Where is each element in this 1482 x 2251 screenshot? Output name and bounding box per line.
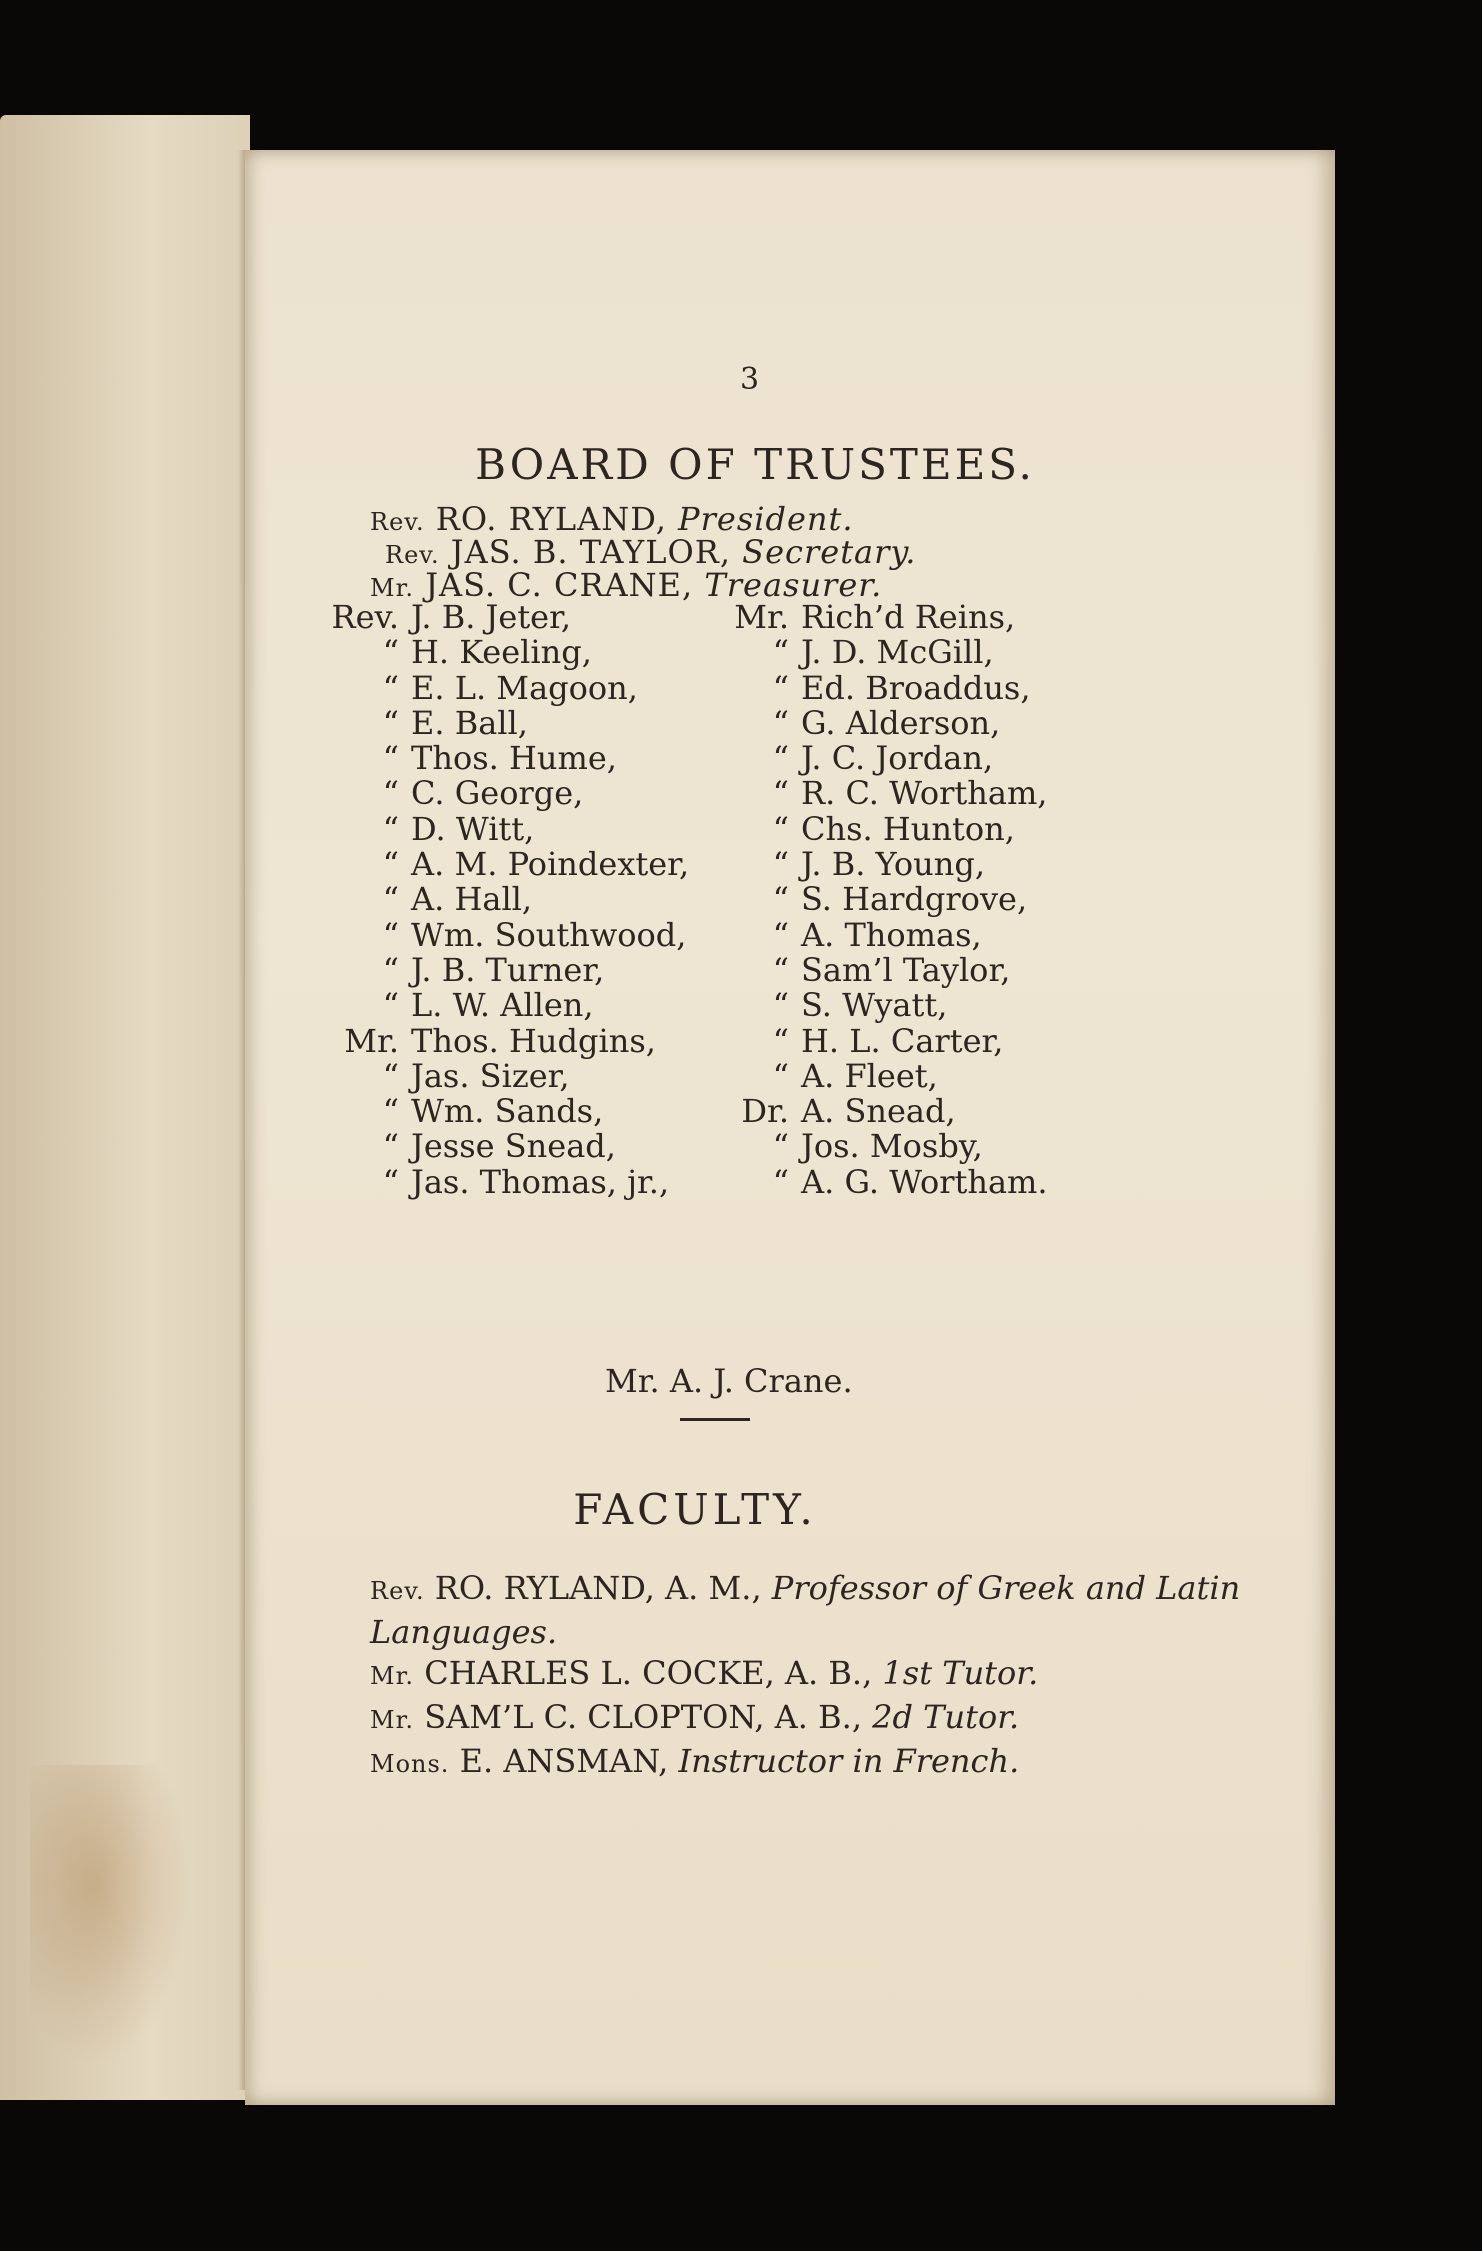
trustee-title: “ [382, 668, 399, 707]
trustee-row [325, 776, 689, 811]
trustee-row [715, 776, 1048, 811]
trustee-title: “ [772, 845, 789, 884]
trustee-name: G. Alderson, [801, 703, 1001, 742]
trustee-name: Thos. Hudgins, [411, 1021, 656, 1060]
trustee-row [325, 703, 689, 742]
trustee-row [715, 741, 1048, 776]
trustee-name: J. C. Jordan, [801, 739, 994, 778]
trustee-title: “ [382, 809, 399, 848]
trustee-title: Mr. [734, 598, 789, 636]
trustee-title: “ [382, 703, 399, 742]
trustee-name: Jos. Mosby, [801, 1127, 983, 1166]
trustee-title: “ [382, 950, 399, 989]
trustee-title: Mr. [344, 1021, 399, 1060]
trustee-name: E. L. Magoon, [411, 668, 638, 707]
trustee-title: “ [382, 739, 399, 778]
trustee-title: “ [382, 1162, 399, 1201]
trustee-row [325, 741, 689, 776]
faculty-role: Professor of Greek and Latin Languages. [370, 1569, 1241, 1651]
trustee-name: J. B. Young, [801, 845, 986, 884]
trustee-title: “ [382, 774, 399, 813]
trustee-row [325, 882, 689, 917]
trustee-name: Rich’d Reins, [801, 598, 1016, 636]
trustee-title: “ [382, 1092, 399, 1131]
trustee-row [715, 703, 1048, 742]
trustee-row [715, 1129, 1048, 1164]
trustee-name: C. George, [411, 774, 584, 813]
faculty-list [330, 1568, 1290, 1785]
trustee-row [715, 668, 1048, 707]
trustee-title: “ [772, 1056, 789, 1095]
right-page [245, 150, 1335, 2105]
trustee-title: “ [772, 1162, 789, 1201]
officer-prefix: Rev. [370, 508, 425, 536]
trustee-row [325, 847, 689, 882]
trustee-title: “ [382, 880, 399, 919]
trustee-name: Sam’l Taylor, [801, 950, 1011, 989]
officer-role: Treasurer. [704, 566, 883, 604]
faculty-prefix: Mons. [370, 1750, 450, 1778]
trustees-left-column [325, 600, 689, 1200]
trustee-row [325, 1094, 689, 1129]
trustee-name: A. Fleet, [801, 1056, 938, 1095]
trustee-name: S. Hardgrove, [801, 880, 1028, 919]
trustee-title: “ [772, 1127, 789, 1166]
trustee-name: Thos. Hume, [411, 739, 617, 778]
trustee-row [715, 847, 1048, 882]
faculty-entry [330, 1697, 1290, 1741]
left-page [0, 115, 250, 2100]
trustee-title: Dr. [741, 1092, 789, 1131]
trustee-row [715, 1094, 1048, 1129]
faculty-prefix: Mr. [370, 1662, 415, 1690]
trustee-name: A. M. Poindexter, [411, 845, 690, 884]
faculty-role: 2d Tutor. [872, 1698, 1020, 1736]
trustee-title: “ [772, 703, 789, 742]
trustee-name: A. G. Wortham. [801, 1162, 1048, 1201]
trustee-row [325, 1056, 689, 1095]
faculty-role: 1st Tutor. [882, 1654, 1039, 1692]
trustee-row [715, 809, 1048, 848]
trustee-title: “ [772, 880, 789, 919]
trustee-title: “ [772, 633, 789, 672]
trustee-name: Jesse Snead, [411, 1127, 616, 1166]
trustee-name: D. Witt, [411, 809, 535, 848]
trustee-row [715, 882, 1048, 917]
officer-role: Secretary. [742, 533, 917, 571]
trustee-row [325, 950, 689, 989]
faculty-heading: FACULTY. [573, 1485, 817, 1534]
trustee-name: A. Thomas, [801, 915, 982, 954]
trustee-title: “ [772, 1021, 789, 1060]
faculty-entry [330, 1568, 1290, 1653]
trustee-name: H. Keeling, [411, 633, 592, 672]
trustee-row [715, 600, 1048, 635]
trustee-title: “ [772, 950, 789, 989]
trustee-title: “ [382, 915, 399, 954]
officer-name: JAS. C. CRANE, [425, 566, 694, 604]
officer-name: RO. RYLAND, [435, 500, 667, 538]
faculty-name: RO. RYLAND, A. M., [434, 1569, 762, 1607]
trustee-name: E. Ball, [411, 703, 528, 742]
trustee-title: “ [772, 739, 789, 778]
officer-name: JAS. B. TAYLOR, [450, 533, 731, 571]
trustee-title: “ [772, 915, 789, 954]
trustee-row [715, 635, 1048, 670]
trustee-name: H. L. Carter, [801, 1021, 1004, 1060]
faculty-role: Instructor in French. [678, 1742, 1020, 1780]
trustee-name: J. D. McGill, [801, 633, 994, 672]
board-of-trustees-heading: BOARD OF TRUSTEES. [475, 440, 1035, 489]
officer-prefix: Mr. [370, 574, 415, 602]
trustee-row [325, 635, 689, 670]
trustee-name: J. B. Turner, [411, 950, 605, 989]
trustee-name: Jas. Thomas, jr., [411, 1162, 670, 1201]
trustee-name: Wm. Southwood, [411, 915, 687, 954]
officer-prefix: Rev. [385, 541, 440, 569]
trustees-right-column [715, 600, 1048, 1200]
trustee-row [715, 1056, 1048, 1095]
officer-role: President. [678, 500, 854, 538]
trustee-row [325, 988, 689, 1023]
trustee-row [325, 1129, 689, 1164]
trustee-row [715, 988, 1048, 1023]
trustee-name: A. Hall, [411, 880, 533, 919]
trustee-title: Rev. [331, 598, 399, 636]
trustee-title: “ [772, 986, 789, 1025]
page-number: 3 [740, 362, 760, 397]
book-spread [0, 110, 1340, 2110]
trustee-name: Chs. Hunton, [801, 809, 1015, 848]
faculty-name: SAM’L C. CLOPTON, A. B., [424, 1698, 862, 1736]
faculty-entry [330, 1741, 1290, 1785]
faculty-entry [330, 1653, 1290, 1697]
trustee-name: A. Snead, [801, 1092, 956, 1131]
trustee-name: L. W. Allen, [411, 986, 594, 1025]
trustee-row [715, 1021, 1048, 1060]
section-divider [680, 1418, 750, 1421]
trustee-name: J. B. Jeter, [411, 598, 572, 636]
trustee-name: R. C. Wortham, [801, 774, 1048, 813]
trustee-name: Wm. Sands, [411, 1092, 604, 1131]
trustee-row [715, 915, 1048, 954]
last-trustee: Mr. A. J. Crane. [605, 1362, 853, 1400]
trustee-row [325, 915, 689, 954]
trustee-title: “ [772, 809, 789, 848]
trustee-row [715, 1162, 1048, 1201]
faculty-name: E. ANSMAN, [459, 1742, 669, 1780]
trustee-name: S. Wyatt, [801, 986, 948, 1025]
faculty-prefix: Rev. [370, 1577, 425, 1605]
faculty-name: CHARLES L. COCKE, A. B., [424, 1654, 873, 1692]
trustee-name: Jas. Sizer, [411, 1056, 570, 1095]
trustee-title: “ [382, 633, 399, 672]
trustee-row [325, 1162, 689, 1201]
trustee-row [325, 668, 689, 707]
trustee-row [325, 1021, 689, 1060]
water-stain [30, 1765, 190, 2065]
trustee-row [325, 809, 689, 848]
faculty-prefix: Mr. [370, 1706, 415, 1734]
trustee-name: Ed. Broaddus, [801, 668, 1031, 707]
trustee-title: “ [382, 1056, 399, 1095]
trustee-row [325, 600, 689, 635]
trustee-title: “ [382, 1127, 399, 1166]
trustee-title: “ [382, 845, 399, 884]
trustee-title: “ [382, 986, 399, 1025]
trustee-row [715, 950, 1048, 989]
trustee-title: “ [772, 668, 789, 707]
trustee-title: “ [772, 774, 789, 813]
